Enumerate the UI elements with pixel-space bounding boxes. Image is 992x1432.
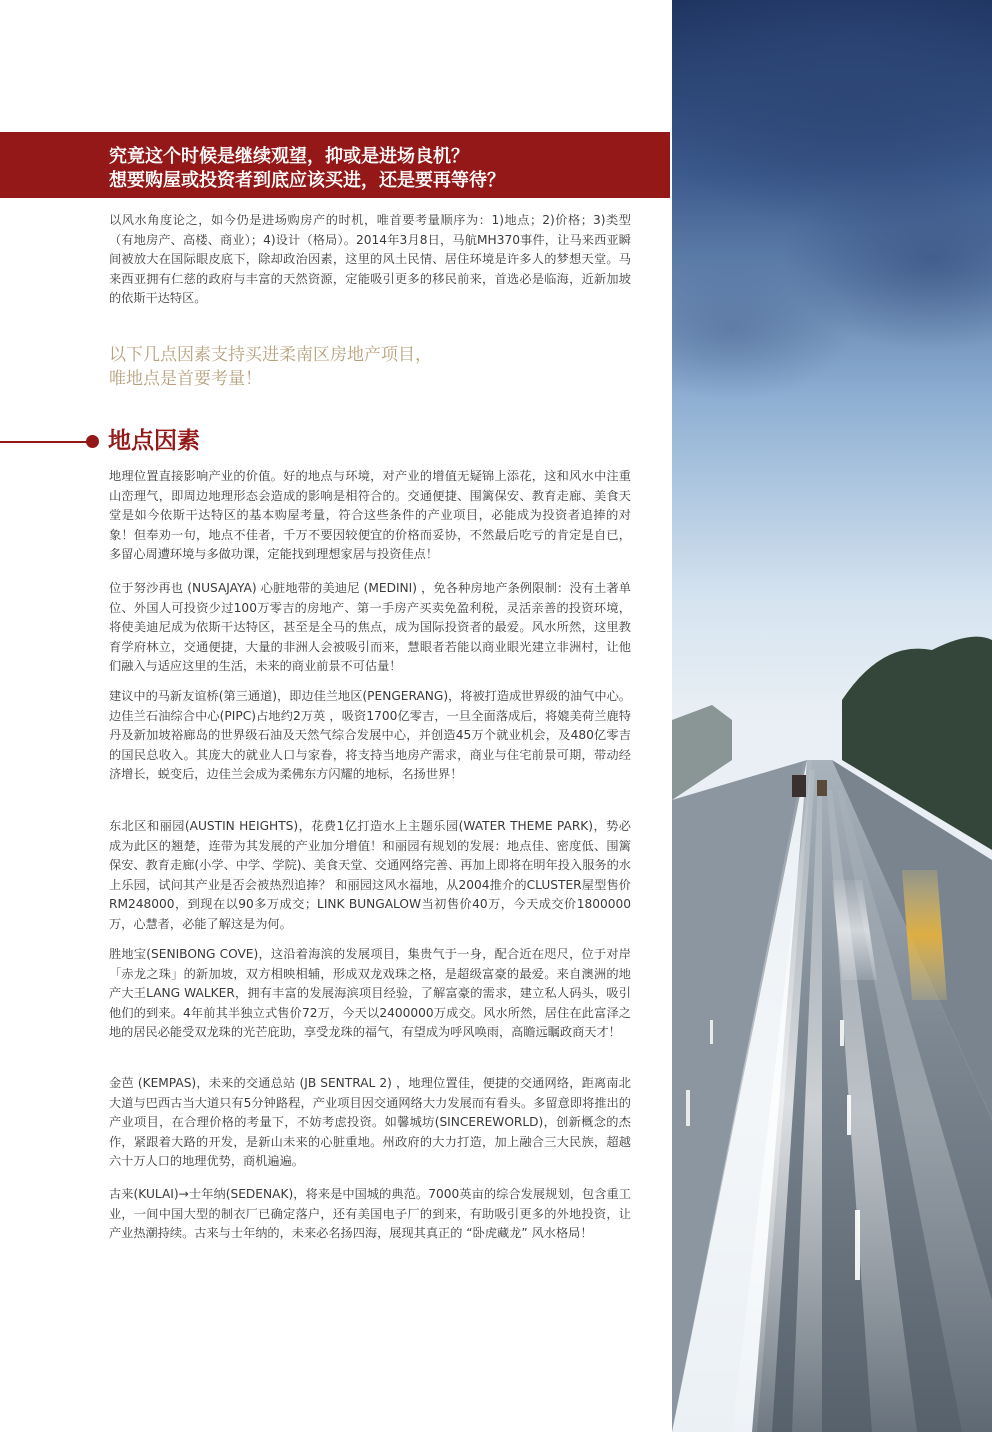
- headline-banner: [0, 132, 670, 198]
- paragraph-austin-heights: 东北区和丽园(AUSTIN HEIGHTS)，花费1亿打造水上主题乐园(WATER THEME PARK)，势必成为此区的翘楚，连带为其发展的产业加分增值！和丽园有规划的发展：地点佳、密度低、围篱保安、教育走廊(小学、中学、学院)、美食天堂、交通网络完善、再加上即将在明年投入服务的水上乐园，试问其产业是否会被热烈追捧？ 和丽园这风水福地，从2004推介的CLUSTER屋型售价RM248000，到现在以90多万成交；LINK BUNGALOW当初售价40万，今天成交价1800000万，心慧者，必能了解这是为何。: [109, 819, 631, 931]
- section-rule: [0, 441, 88, 443]
- intro-paragraph: 以风水角度论之，如今仍是进场购房产的时机，唯首要考量顺序为：1)地点；2)价格；3)类型（有地房产、高楼、商业）；4)设计（格局）。2014年3月8日，马航MH370事件，让马来西亚瞬间被放大在国际眼皮底下，除却政治因素，这里的风土民情、居住环境是许多人的梦想天堂。马来西亚拥有仁慈的政府与丰富的天然资源，定能吸引更多的移民前来，首选必是临海，近新加坡的依斯干达特区。: [109, 213, 631, 306]
- banner-line-1: 究竟这个时候是继续观望，抑或是进场良机？: [109, 146, 469, 167]
- paragraph-pengerang: 建议中的马新友谊桥(第三通道)，即边佳兰地区(PENGERANG)，将被打造成世界级的油气中心。边佳兰石油综合中心(PIPC)占地约2万英 ，吸资1700亿零吉，一旦全面落成后，将媲美荷兰鹿特丹及新加坡裕廊岛的世界级石油及天然气综合发展中心，并创造45万个就业机会，及480亿零吉的国民总收入。其庞大的就业人口与家眷，将支持当地房产需求，商业与住宅前景可期，带动经济增长，蜕变后，边佳兰会成为柔佛东方闪耀的地标，名扬世界！: [109, 689, 631, 782]
- subheading-line-2: 唯地点是首要考量！: [109, 369, 262, 389]
- paragraph-kempas: 金芭 (KEMPAS)，未来的交通总站 (JB SENTRAL 2) ，地理位置佳，便捷的交通网络，距离南北大道与巴西古当大道只有5分钟路程，产业项目因交通网络大力发展而有看头。多留意即将推出的产业项目，在合理价格的考量下，不妨考虑投资。如馨城坊(SINCEREWORLD)，创新概念的杰作，紧跟着大路的开发，是新山未来的心脏重地。州政府的大力打造，加上融合三大民族，超越六十万人口的地理优势，商机遍遍。: [109, 1076, 631, 1169]
- paragraph-senibong-cove: 胜地宝(SENIBONG COVE)，这沿着海滨的发展项目，集贵气于一身，配合近在咫尺，位于对岸「赤龙之珠」的新加坡，双方相映相辅，形成双龙戏珠之格，是超级富豪的最爱。来自澳洲的地产大王LANG WALKER，拥有丰富的发展海滨项目经验，了解富豪的需求，建立私人码头，吸引他们的到来。4年前其半独立式售价72万，今天以2400000万成交。风水所然，居住在此富泽之地的居民必能受双龙珠的光芒庇助，享受龙珠的福气，有望成为呼风唤雨，高瞻远瞩政商天才！: [109, 947, 631, 1040]
- subheading-line-1: 以下几点因素支持买进柔南区房地产项目，: [109, 345, 432, 365]
- banner-line-2: 想要购屋或投资者到底应该买进，还是要再等待？: [109, 170, 505, 191]
- section-bullet-dot: [86, 435, 99, 448]
- highway-photo: [672, 0, 992, 1432]
- paragraph-kulai: 古来(KULAI)→士年纳(SEDENAK)，将来是中国城的典范。7000英亩的综合发展规划，包含重工业，一间中国大型的制衣厂已确定落户，还有美国电子厂的到来，有助吸引更多的外地投资，让产业热潮持续。古来与士年纳的，未来必名扬四海，展现其真正的 “卧虎藏龙” 风水格局！: [109, 1187, 631, 1241]
- paragraph-location-value: 地理位置直接影响产业的价值。好的地点与环境，对产业的增值无疑锦上添花，这和风水中注重山峦理气，即周边地理形态会造成的影响是相符合的。交通便捷、围篱保安、教育走廊、美食天堂是如今依斯干达特区的基本购屋考量，符合这些条件的产业项目，必能成为投资者追捧的对象！但奉劝一句，地点不佳者，千万不要因较便宜的价格而妥协，不然最后吃亏的肯定是自已，多留心周遭环境与多做功课，定能找到理想家居与投资佳点！: [109, 469, 631, 562]
- section-title: 地点因素: [108, 428, 200, 454]
- subheading: [109, 343, 649, 391]
- paragraph-medini: 位于努沙再也 (NUSAJAYA) 心脏地带的美迪尼 (MEDINI) ，免各种房地产条例限制：没有土著单位、外国人可投资少过100万零吉的房地产、第一手房产买卖免盈利税，灵活亲善的投资环境，将使美迪尼成为依斯干达特区，甚至是全马的焦点，成为国际投资者的最爱。风水所然，这里教育学府林立，交通便捷，大量的非洲人会被吸引而来，慧眼者若能以商业眼光建立非洲村，让他们融入与适应这里的生活，未来的商业前景不可估量！: [109, 581, 631, 674]
